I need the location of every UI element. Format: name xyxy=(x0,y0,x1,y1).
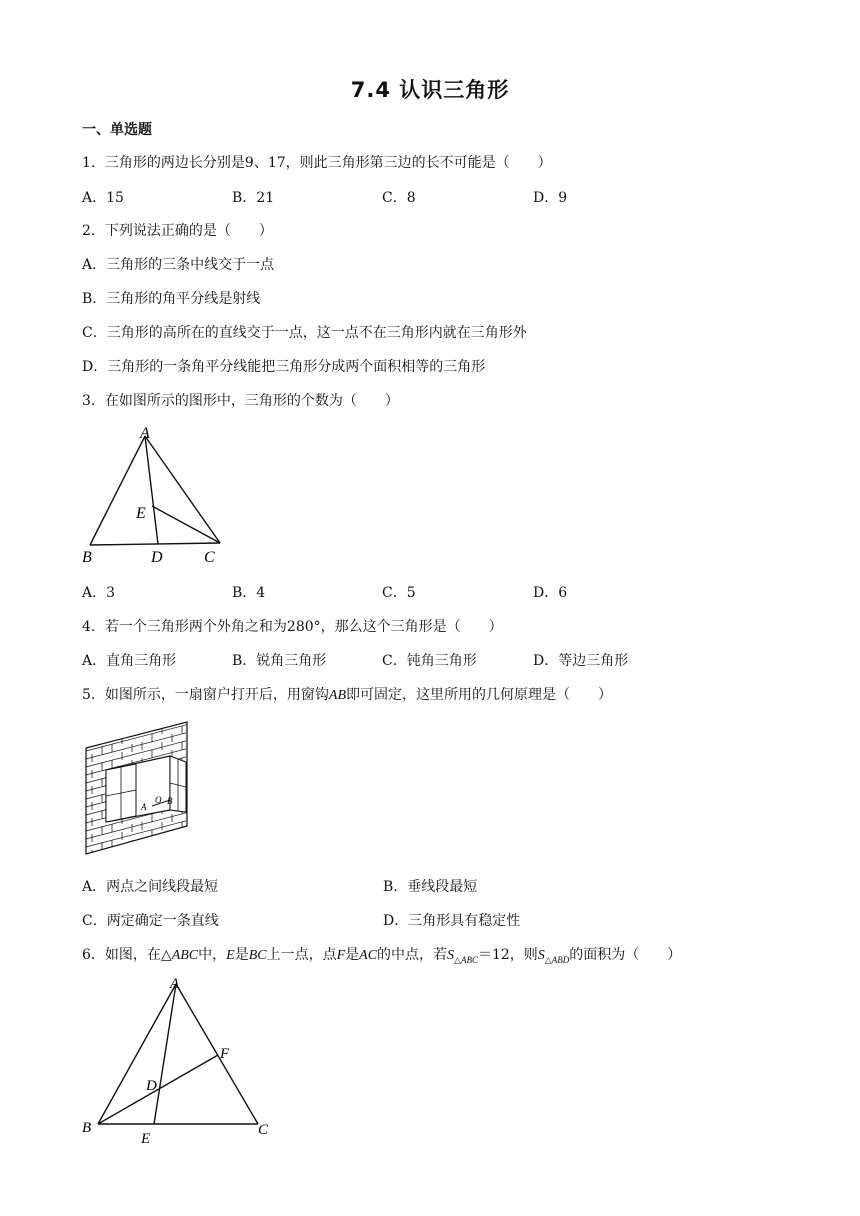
q6-label-f: F xyxy=(220,1046,230,1062)
q6-segment-bf xyxy=(98,1055,218,1124)
q6-label-c: C xyxy=(258,1122,269,1138)
q3-label-a: A xyxy=(140,425,150,442)
question-1-stem: 1．三角形的两边长分别是9、17，则此三角形第三边的长不可能是（ ） xyxy=(82,155,552,171)
q2-option-a: A．三角形的三条中线交于一点 xyxy=(82,257,275,273)
q6-label-e: E xyxy=(141,1131,151,1147)
question-4-stem: 4．若一个三角形两个外角之和为280°，那么这个三角形是（ ） xyxy=(82,619,503,635)
q6-label-d: D xyxy=(146,1078,157,1094)
question-6-stem: 6．如图，在△ABC中，E是BC上一点，点F是AC的中点，若$S_{\triangle ABC}=12$，则$S_{\triangle ABD}$的面积为（ ） xyxy=(82,947,682,965)
q3-label-e: E xyxy=(136,505,146,522)
q4-option-b: B．锐角三角形 xyxy=(232,653,327,669)
q1-option-b: B．21 xyxy=(232,190,275,206)
question-5-stem: 5．如图所示，一扇窗户打开后，用窗钩AB即可固定，这里所用的几何原理是（ ） xyxy=(82,687,613,703)
q3-label-d: D xyxy=(151,549,163,566)
q3-segment-ec xyxy=(152,506,220,543)
q5-label-b: B xyxy=(167,796,173,806)
q3-label-c: C xyxy=(204,549,215,566)
q5-window-figure xyxy=(82,718,197,858)
q5-label-o: O xyxy=(155,795,162,805)
q1-option-a: A．15 xyxy=(82,190,124,206)
q2-option-d: D．三角形的一条角平分线能把三角形分成两个面积相等的三角形 xyxy=(82,359,486,375)
section-heading: 一、单选题 xyxy=(82,122,152,138)
question-2-stem: 2．下列说法正确的是（ ） xyxy=(82,223,273,239)
q3-triangle-figure xyxy=(78,420,238,570)
q5-option-d: D．三角形具有稳定性 xyxy=(383,913,521,929)
q3-segment-bc xyxy=(90,543,220,545)
q6-label-b: B xyxy=(82,1120,92,1136)
q3-option-a: A．3 xyxy=(82,585,116,601)
question-3-stem: 3．在如图所示的图形中，三角形的个数为（ ） xyxy=(82,393,399,409)
q5-option-c: C．两定确定一条直线 xyxy=(82,913,219,929)
q4-option-c: C．钝角三角形 xyxy=(382,653,477,669)
q6-label-a: A xyxy=(170,976,180,992)
q5-label-a: A xyxy=(141,802,147,812)
q3-label-b: B xyxy=(82,549,92,566)
q3-segment-ab xyxy=(90,436,145,545)
q3-option-b: B．4 xyxy=(232,585,266,601)
q6-segment-ac xyxy=(176,984,258,1124)
q5-option-b: B．垂线段最短 xyxy=(383,879,478,895)
q5-option-a: A．两点之间线段最短 xyxy=(82,879,219,895)
q3-option-d: D．6 xyxy=(533,585,568,601)
page-title: 7.4 认识三角形 xyxy=(350,78,510,102)
q4-option-d: D．等边三角形 xyxy=(533,653,629,669)
q1-option-c: C．8 xyxy=(382,190,416,206)
q6-triangle-figure xyxy=(78,972,278,1147)
q3-option-c: C．5 xyxy=(382,585,416,601)
q1-option-d: D．9 xyxy=(533,190,568,206)
q2-option-b: B．三角形的角平分线是射线 xyxy=(82,291,261,307)
q2-option-c: C．三角形的高所在的直线交于一点，这一点不在三角形内就在三角形外 xyxy=(82,325,527,341)
q4-option-a: A．直角三角形 xyxy=(82,653,177,669)
